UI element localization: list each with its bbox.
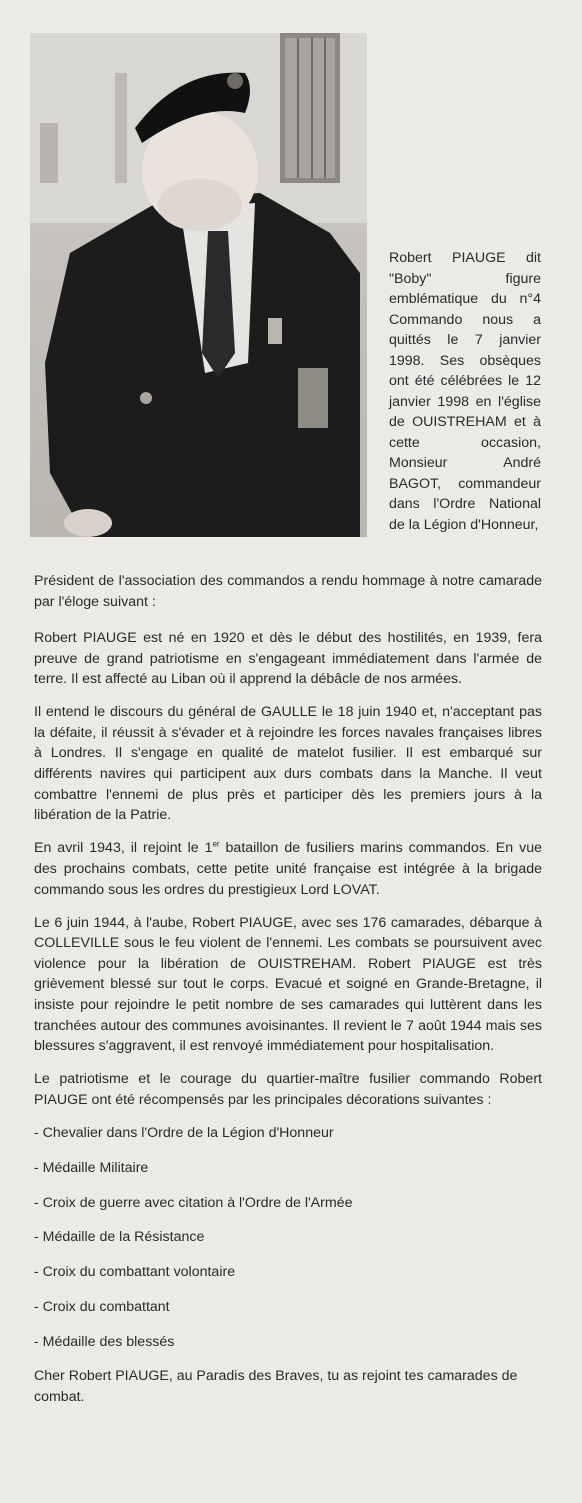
paragraph: Il entend le discours du général de GAULLE le 18 juin 1940 et, n'acceptant pas la défaite, il réussit à s'évader et à rejoindre les forces navales françaises libres à Londres. Il s'engage en qualité de matelot fusilier. Il est embarqué sur différents navires qui participent aux durs combats dans la Manche. Il veut combattre l'ennemi de plus près et participer dès les premiers jours à la libération de la Patrie. <box>34 704 542 824</box>
list-item: - Croix du combattant <box>34 1298 170 1315</box>
article-body <box>34 628 542 1420</box>
closing-paragraph: Cher Robert PIAUGE, au Paradis des Braves, tu as rejoint tes camarades de combat. <box>34 1368 518 1406</box>
paragraph: Le 6 juin 1944, à l'aube, Robert PIAUGE, avec ses 176 camarades, débarque à COLLEVILLE sous le feu violent de l'ennemi. Les combats se poursuivent avec violence pour la libération de OUISTREHAM. Robert PIAUGE est très grièvement blessé sur tout le corps. Evacué et soigné en Grande-Bretagne, il insiste pour rejoindre le petit nombre de ses camarades qui luttèrent dans les tranchées autour des communes avoisinantes. Il revient le 7 août 1944 mais ses blessures s'aggravent, il est renvoyé immédiatement pour hospitalisation. <box>34 914 542 1055</box>
intro-column-text: Robert PIAUGE dit "Boby" figure emblématique du n°4 Commando nous a quittés le 7 janvier 1998. Ses obsèques ont été célébrées le 12 janvier 1998 en l'église de OUISTREHAM et à cette occasion, Monsieur André BAGOT, commandeur dans l'Ordre National de la Légion d'Honneur, <box>389 250 541 533</box>
paragraph-text: En avril 1943, il rejoint le 1 <box>34 840 213 857</box>
paragraph: Robert PIAUGE est né en 1920 et dès le début des hostilités, en 1939, fera preuve de grand patriotisme en s'engageant immédiatement dans l'armée de terre. Il est affecté au Liban où il apprend la débâcle de nos armées. <box>34 630 542 688</box>
decorations-list <box>34 1123 542 1352</box>
intro-continuation-text: Président de l'association des commandos a rendu hommage à notre camarade par l'éloge suivant : <box>34 573 542 610</box>
list-item: - Croix de guerre avec citation à l'Ordre de l'Armée <box>34 1194 353 1211</box>
ordinal-superscript: er <box>212 839 220 849</box>
list-item: - Médaille Militaire <box>34 1159 149 1176</box>
paragraph-text: bataillon de fusiliers marins commandos. En vue des prochains combats, cette petite unité française est intégrée à la brigade commando sous les ordres du prestigieux Lord LOVAT. <box>34 840 542 898</box>
list-item: - Médaille des blessés <box>34 1333 175 1350</box>
list-item: - Médaille de la Résistance <box>34 1229 205 1246</box>
portrait-photo <box>30 33 367 537</box>
list-item: - Croix du combattant volontaire <box>34 1264 236 1281</box>
paragraph <box>34 838 542 900</box>
list-item: - Chevalier dans l'Ordre de la Légion d'Honneur <box>34 1124 334 1141</box>
paragraph: Le patriotisme et le courage du quartier-maître fusilier commando Robert PIAUGE ont été récompensés par les principales décorations suivantes : <box>34 1071 542 1108</box>
